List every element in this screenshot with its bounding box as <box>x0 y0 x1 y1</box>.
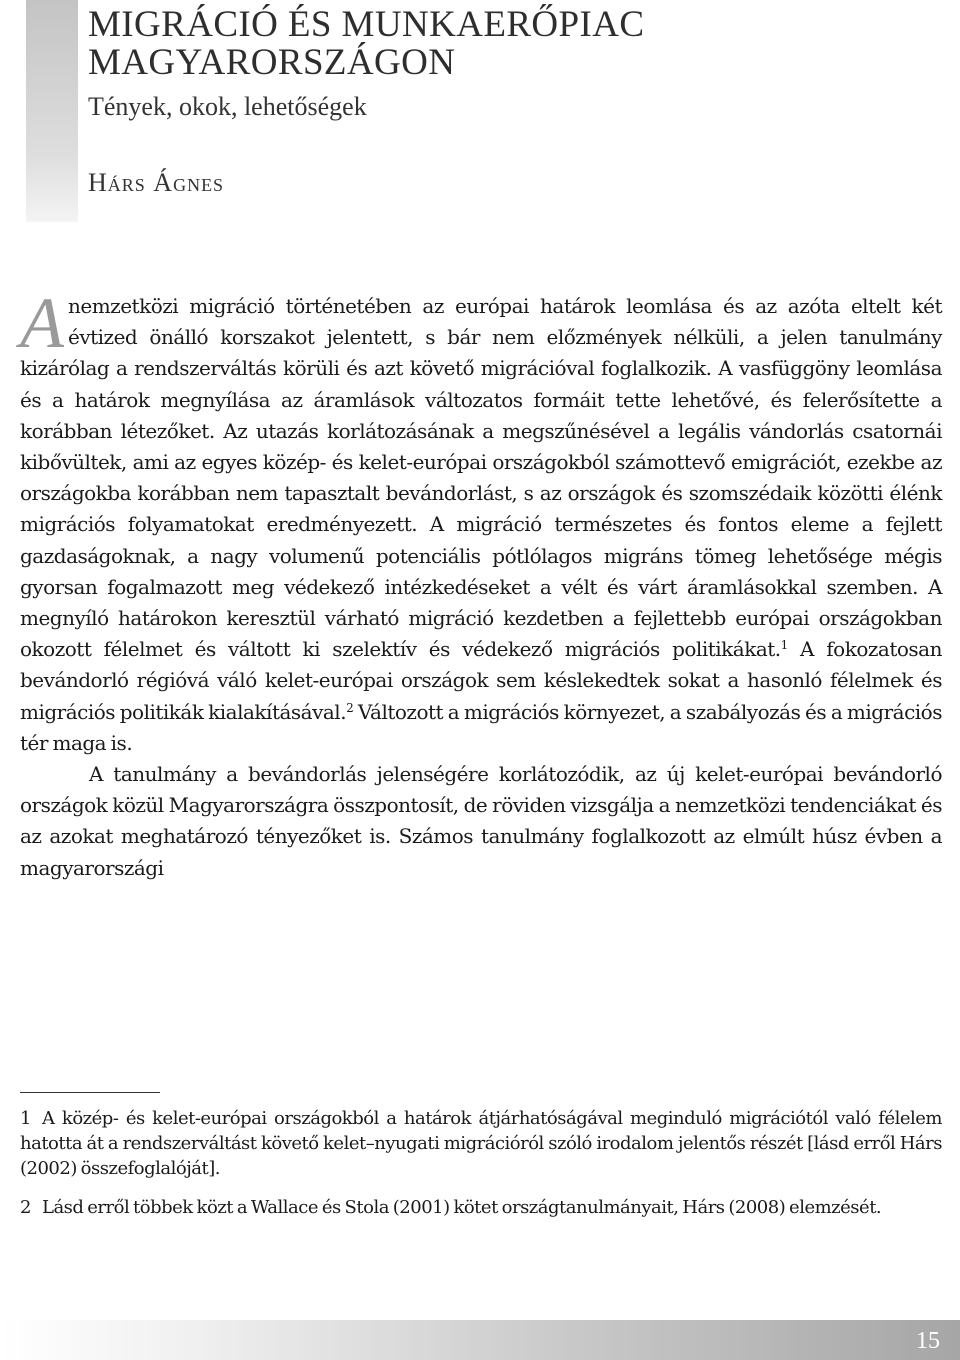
page-number: 15 <box>916 1328 940 1354</box>
footnote-ref-2: 2 <box>346 700 354 715</box>
body-text <box>20 283 942 884</box>
chapter-title <box>88 6 940 82</box>
page-footer-band <box>0 1320 960 1360</box>
footnote-text: A közép- és kelet-európai országokból a határok átjárhatóságával meginduló migrációtól való félelem hatotta át a rendszerváltást követő kelet–nyugati migrációról szóló irodalom jelentős részét [lásd erről Hárs (2002) összefoglalóját]. <box>20 1108 942 1179</box>
drop-cap: A <box>20 283 64 363</box>
paragraph-1-text-b: A fokozatosan bevándorló régióvá váló kelet-európai országok sem késlekedtek sokat a hasonló félelmek és migrációs politikák kialakításával. <box>20 637 942 724</box>
footnote-ref-1: 1 <box>780 638 788 653</box>
author-name: Hárs Ágnes <box>88 168 225 197</box>
chapter-title-line-1: MIGRÁCIÓ ÉS MUNKAERŐPIAC <box>88 4 645 45</box>
decorative-side-bar <box>26 0 78 222</box>
chapter-header <box>88 6 940 198</box>
footnote-divider <box>20 1092 160 1093</box>
paragraph-2: A tanulmány a bevándorlás jelenségére korlátozódik, az új kelet-európai bevándorló országok közül Magyarországra összpontosít, de röviden vizsgálja a nemzetközi tendenciákat és az azokat meghatározó tényezőket is. Számos tanulmány foglalkozott az elmúlt húsz évben a magyarországi <box>20 762 942 880</box>
paragraph-1-text-a: nemzetközi migráció történetében az európai határok leomlása és az azóta eltelt két évtized önálló korszakot jelentett, s bár nem előzmények nélküli, a jelen tanulmány kizárólag a rendszerváltás körüli és azt követő migrációval foglalkozik. A vasfüggöny leomlása és a határok megnyílása az áramlások változatos formáit tette lehetővé, és felerősítette a korábban létezőket. Az utazás korlátozásának a megszűnésével a legális vándorlás csatornái kibővültek, ami az egyes közép- és kelet-európai országokból számottevő emigrációt, ezekbe az országokba korábban nem tapasztalt bevándorlást, s az országok és szomszédaik közötti élénk migrációs folyamatokat eredményezett. A migráció természetes és fontos eleme a fejlett gazdaságoknak, a nagy volumenű potenciális pótlólagos migráns tömeg lehetősége mégis gyorsan fogalmazott meg védekező intézkedéseket a vélt és várt áramlásokkal szemben. A megnyíló határokon keresztül várható migráció kezdetben a fejlettebb európai országokban okozott félelmet és váltott ki szelektív és védekező migrációs politikákat. <box>20 294 942 662</box>
footnote-2 <box>20 1195 942 1220</box>
paragraph-1 <box>20 283 942 759</box>
paragraph-1-text-c: Változott a migrációs környezet, a szabályozás és a migrációs tér maga is. <box>20 699 942 755</box>
footnote-1 <box>20 1106 942 1181</box>
footnote-number: 2 <box>20 1197 32 1218</box>
chapter-subtitle: Tények, okok, lehetőségek <box>88 92 367 121</box>
footnotes <box>20 1106 942 1234</box>
footnote-text: Lásd erről többek közt a Wallace és Stola (2001) kötet országtanulmányait, Hárs (2008) elemzését. <box>42 1197 882 1218</box>
footnote-number: 1 <box>20 1108 32 1129</box>
chapter-title-line-2: MAGYARORSZÁGON <box>88 42 456 83</box>
